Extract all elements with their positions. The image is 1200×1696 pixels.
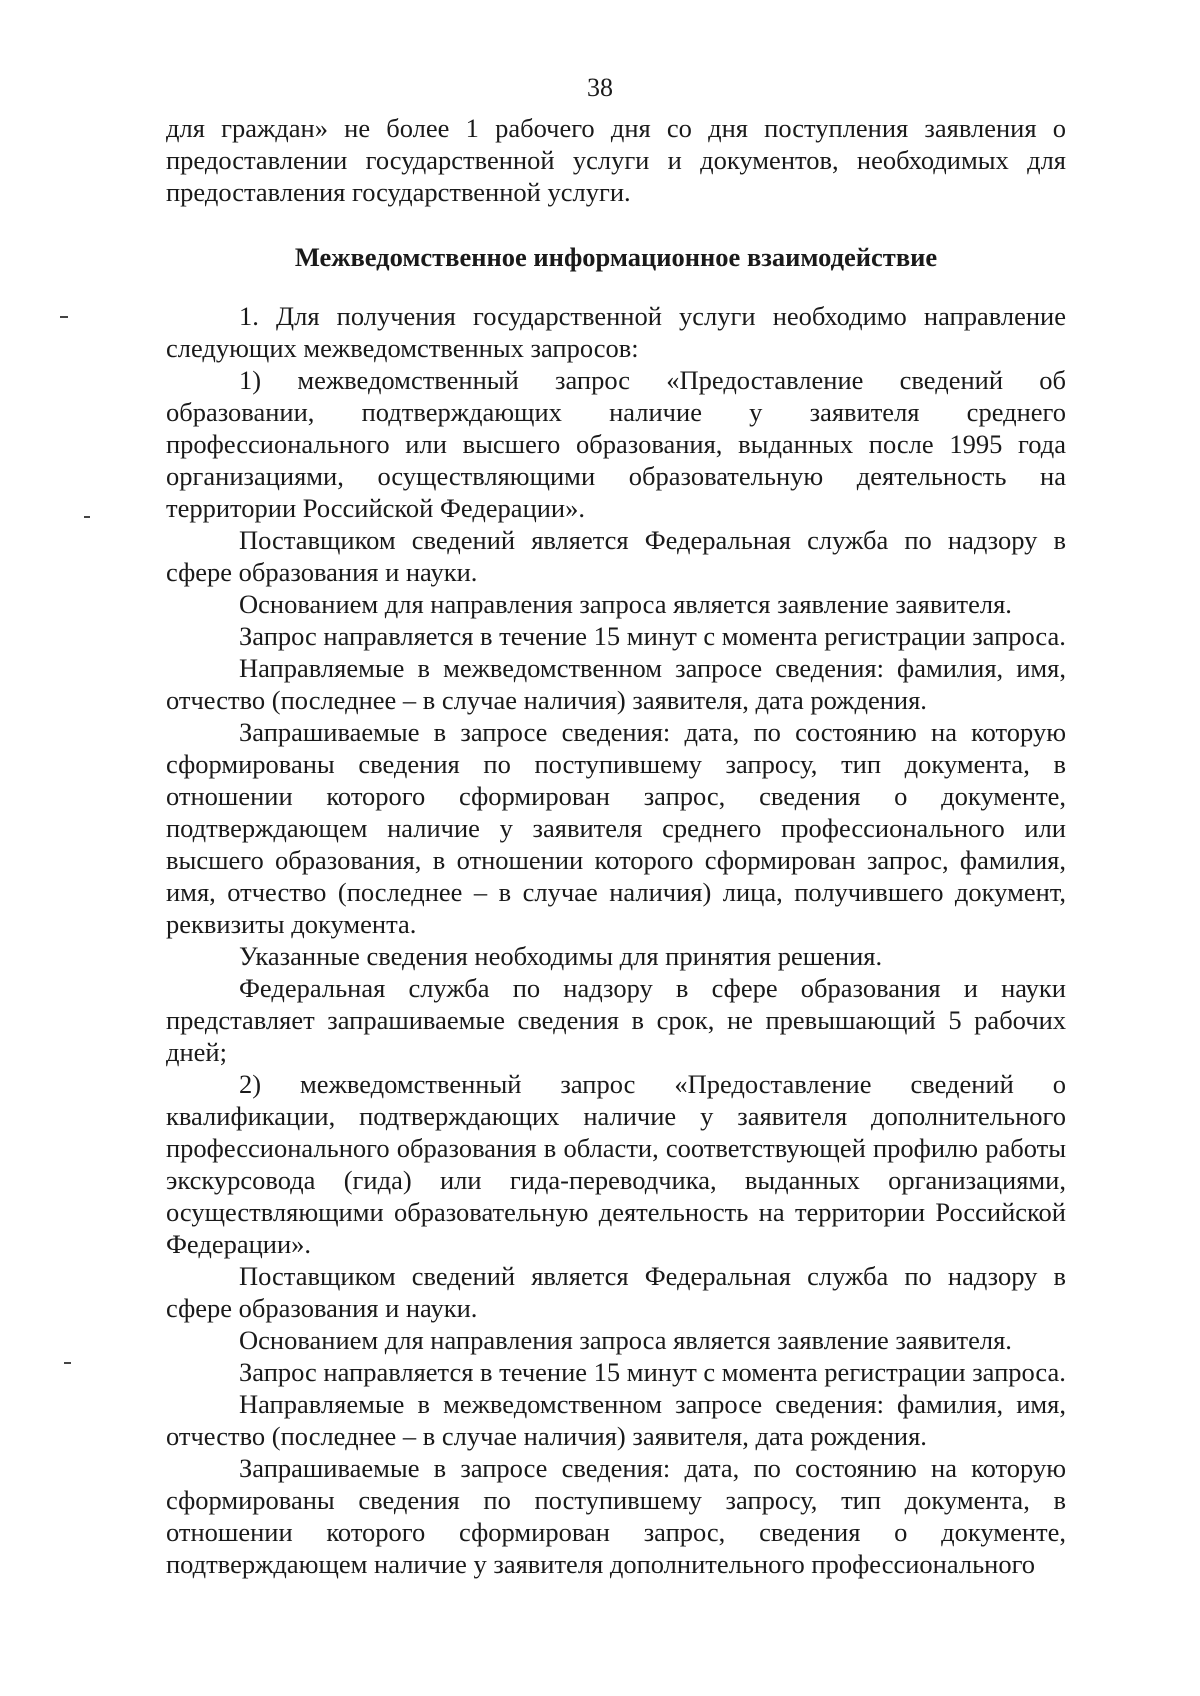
paragraph: Запрашиваемые в запросе сведения: дата, по состоянию на которую сформированы сведения по поступившему запросу, тип документа, в отношении которого сформирован запрос, сведения о документе, подтверждающем наличие у заявителя дополнительного профессионального [166,1453,1066,1579]
paragraph: Запрашиваемые в запросе сведения: дата, по состоянию на которую сформированы сведения по поступившему запросу, тип документа, в отношении которого сформирован запрос, сведения о документе, подтверждающем наличие у заявителя среднего профессионального или высшего образования, в отношении которого сформирован запрос, фамилия, имя, отчество (последнее – в случае наличия) лица, получившего документ, реквизиты документа. [166,717,1066,939]
paragraph: Запрос направляется в течение 15 минут с момента регистрации запроса. [239,1357,1066,1387]
scan-mark [60,316,68,318]
paragraph: Основанием для направления запроса является заявление заявителя. [239,1325,1012,1355]
paragraph: Поставщиком сведений является Федеральная служба по надзору в сфере образования и науки. [166,1261,1066,1323]
scan-mark [84,516,90,518]
paragraph: Направляемые в межведомственном запросе сведения: фамилия, имя, отчество (последнее – в случае наличия) заявителя, дата рождения. [166,653,1066,715]
scan-mark [64,1362,71,1364]
paragraph: Запрос направляется в течение 15 минут с момента регистрации запроса. [239,621,1066,651]
paragraph: Поставщиком сведений является Федеральная служба по надзору в сфере образования и науки. [166,525,1066,587]
paragraph: Основанием для направления запроса является заявление заявителя. [239,589,1012,619]
paragraph: Направляемые в межведомственном запросе сведения: фамилия, имя, отчество (последнее – в случае наличия) заявителя, дата рождения. [166,1389,1066,1451]
page-number: 38 [587,73,613,102]
paragraph: 1) межведомственный запрос «Предоставление сведений об образовании, подтверждающих наличие у заявителя среднего профессионального или высшего образования, выданных после 1995 года организациями, осуществляющими образовательную деятельность на территории Российской Федерации». [166,365,1066,523]
document-body [166,112,1066,1580]
paragraph: 1. Для получения государственной услуги необходимо направление следующих межведомственных запросов: [166,301,1066,363]
section-heading: Межведомственное информационное взаимодействие [294,242,938,272]
paragraph: 2) межведомственный запрос «Предоставление сведений о квалификации, подтверждающих наличие у заявителя дополнительного профессионального образования в области, соответствующей профилю работы экскурсовода (гида) или гида-переводчика, выданных организациями, осуществляющими образовательную деятельность на территории Российской Федерации». [166,1069,1066,1259]
paragraph: Указанные сведения необходимы для принятия решения. [239,941,883,971]
paragraph-continuation: для граждан» не более 1 рабочего дня со дня поступления заявления о предоставлении государственной услуги и документов, необходимых для предоставления государственной услуги. [166,113,1066,207]
paragraph: Федеральная служба по надзору в сфере образования и науки представляет запрашиваемые сведения в срок, не превышающий 5 рабочих дней; [166,973,1066,1067]
